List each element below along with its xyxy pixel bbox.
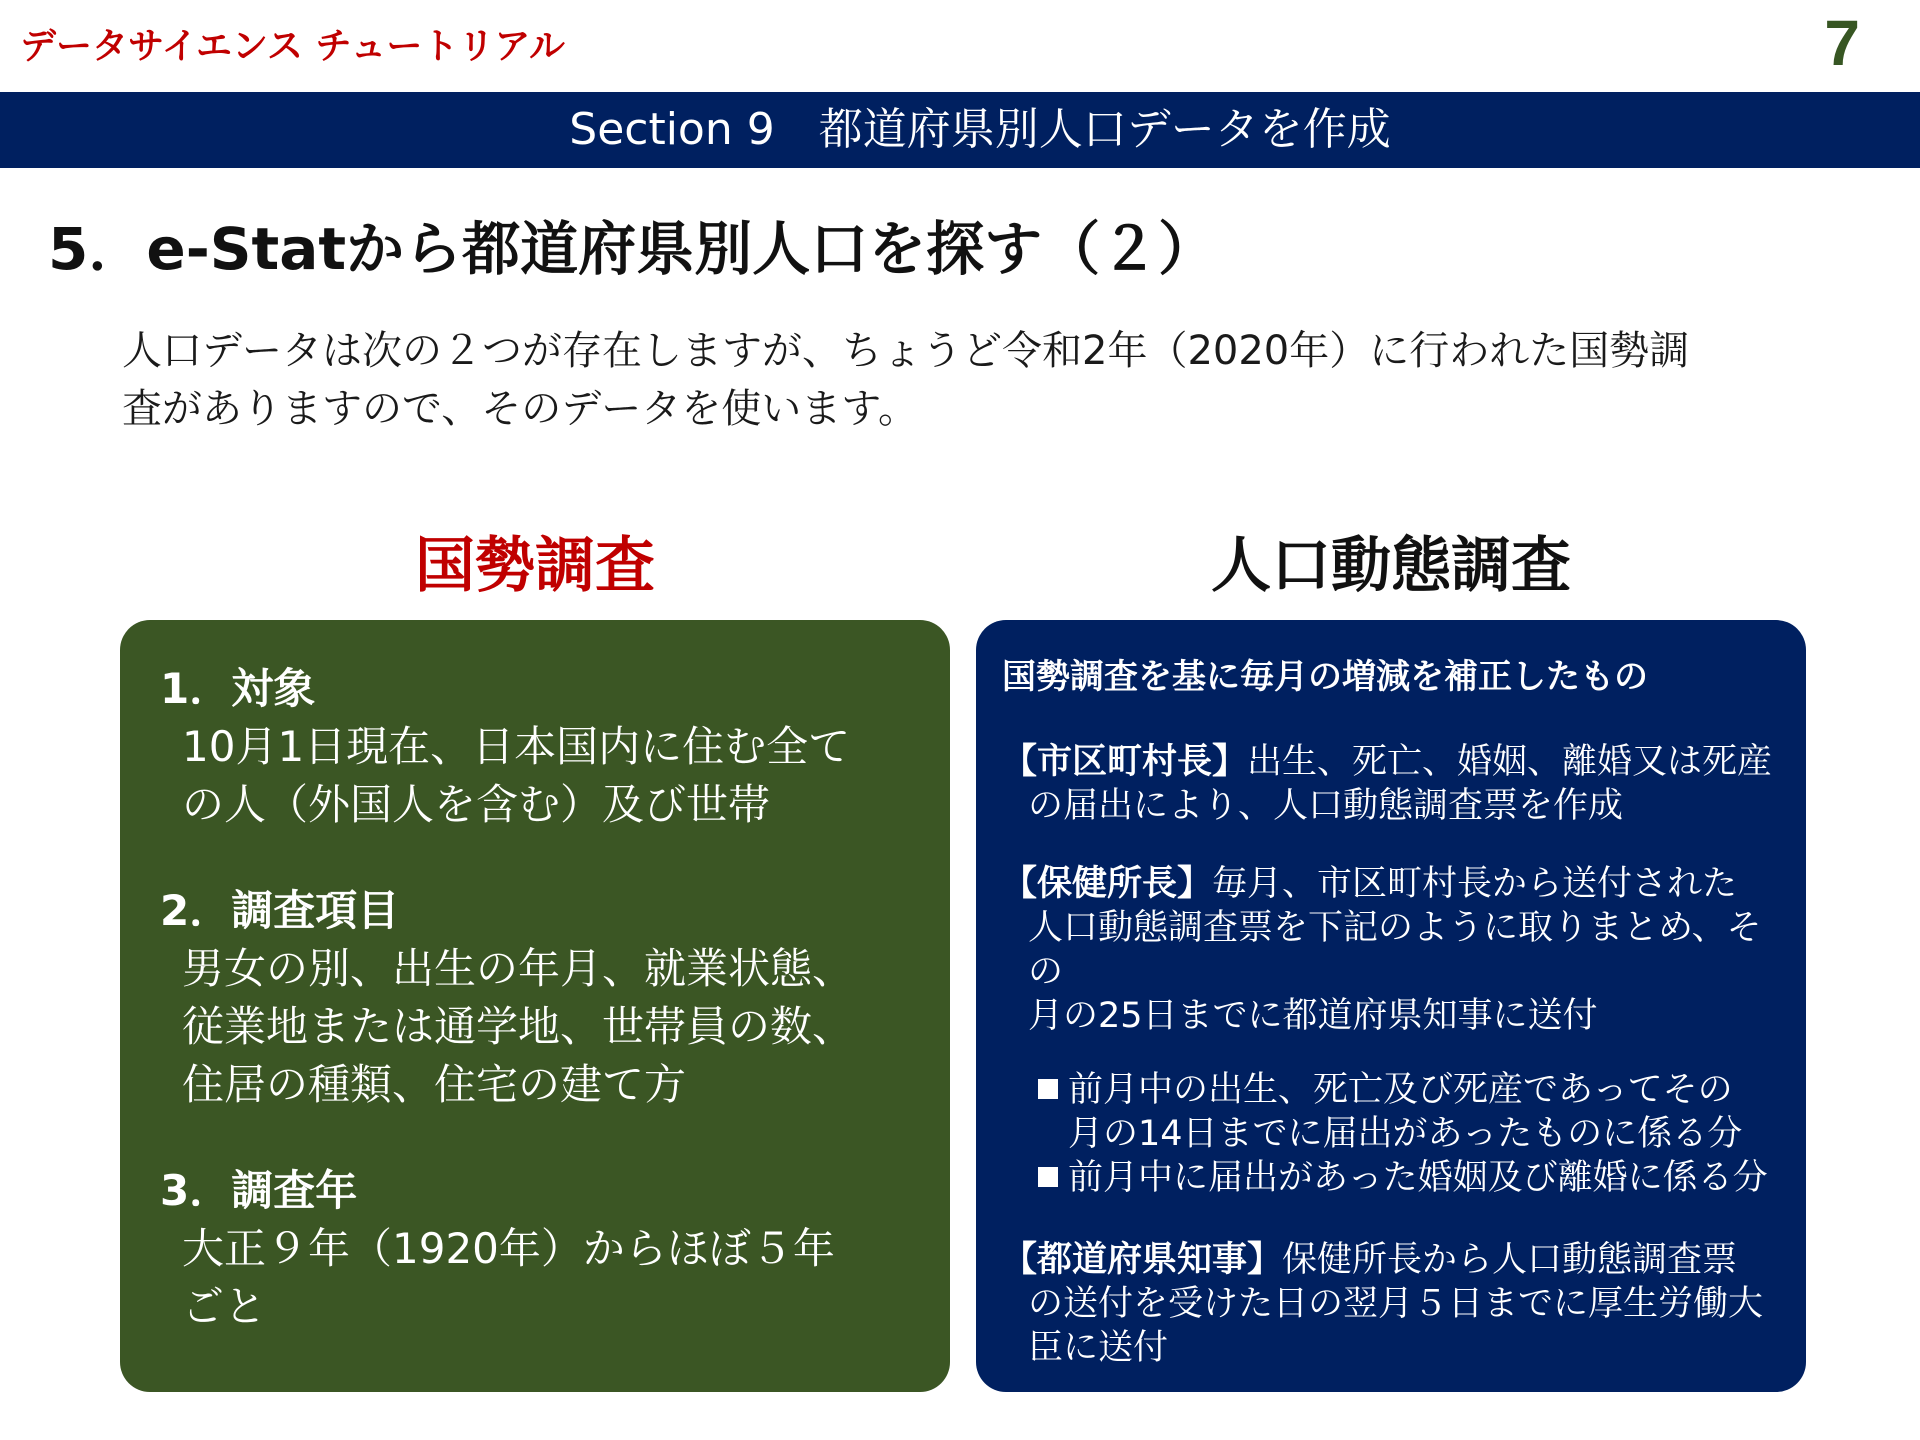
census-item-line: 大正９年（1920年）からほぼ５年 bbox=[182, 1224, 835, 1273]
vital-item-first-line bbox=[1002, 1238, 1776, 1282]
census-item-heading: 3．調査年 bbox=[160, 1166, 358, 1215]
census-panel bbox=[120, 620, 950, 1392]
census-heading: 国勢調査 bbox=[415, 531, 655, 601]
vital-item-label: 【都道府県知事】 bbox=[1002, 1240, 1283, 1280]
vital-item-line: 臣に送付 bbox=[1028, 1328, 1169, 1368]
vital-item-health-center bbox=[1002, 862, 1776, 1038]
intro-line: 人口データは次の２つが存在しますが、ちょうど令和2年（2020年）に行われた国勢調 bbox=[122, 328, 1690, 374]
vital-item-line: の届出により、人口動態調査票を作成 bbox=[1028, 786, 1624, 826]
census-item-line: 住居の種類、住宅の建て方 bbox=[182, 1060, 687, 1109]
square-bullet-icon bbox=[1038, 1167, 1058, 1187]
section-banner: Section 9 都道府県別人口データを作成 bbox=[0, 92, 1920, 168]
intro-text bbox=[122, 322, 1802, 438]
vital-item-first-line bbox=[1002, 862, 1776, 906]
vital-item-text: 保健所長から人口動態調査票 bbox=[1282, 1240, 1738, 1280]
vital-bullet-text: 前月中に届出があった婚姻及び離婚に係る分 bbox=[1068, 1158, 1768, 1198]
intro-line: 査がありますので、そのデータを使います。 bbox=[122, 386, 918, 432]
vital-item-prefectural-governor bbox=[1002, 1238, 1776, 1370]
census-item-heading: 2．調査項目 bbox=[160, 886, 400, 935]
census-item-line: ごと bbox=[182, 1282, 267, 1331]
vital-bullet-list bbox=[1038, 1068, 1776, 1200]
census-item-heading: 1．対象 bbox=[160, 664, 316, 713]
census-item-year bbox=[160, 1162, 914, 1336]
census-item-fields bbox=[160, 882, 914, 1114]
vital-item-line: 人口動態調査票を下記のように取りまとめ、その bbox=[1028, 908, 1762, 992]
brand-title: データサイエンス チュートリアル bbox=[20, 26, 565, 67]
vital-statistics-heading: 人口動態調査 bbox=[1211, 531, 1571, 601]
vital-item-text: 毎月、市区町村長から送付された bbox=[1212, 864, 1738, 904]
vital-item-municipal-mayor bbox=[1002, 740, 1776, 828]
vital-item-line: 月の25日までに都道府県知事に送付 bbox=[1028, 996, 1598, 1036]
vital-item-label: 【市区町村長】 bbox=[1002, 742, 1248, 782]
vital-item-first-line bbox=[1002, 740, 1776, 784]
page-number: 7 bbox=[1824, 7, 1860, 79]
census-item-line: 男女の別、出生の年月、就業状態、 bbox=[182, 944, 855, 993]
slide-title: 5．e-Statから都道府県別人口を探す（２） bbox=[48, 215, 1217, 283]
vital-statistics-panel bbox=[976, 620, 1806, 1392]
census-item-target bbox=[160, 660, 914, 834]
vital-item-line: の送付を受けた日の翌月５日までに厚生労働大 bbox=[1028, 1284, 1764, 1324]
census-item-line: の人（外国人を含む）及び世帯 bbox=[182, 780, 771, 829]
census-item-line: 従業地または通学地、世帯員の数、 bbox=[182, 1002, 855, 1051]
vital-bullet bbox=[1038, 1068, 1776, 1156]
vital-item-text: 出生、死亡、婚姻、離婚又は死産 bbox=[1247, 742, 1773, 782]
vital-bullet bbox=[1038, 1156, 1776, 1200]
vital-item-label: 【保健所長】 bbox=[1002, 864, 1213, 904]
census-item-line: 10月1日現在、日本国内に住む全て bbox=[182, 722, 851, 771]
square-bullet-icon bbox=[1038, 1079, 1058, 1099]
vital-bullet-text: 前月中の出生、死亡及び死産であってその bbox=[1068, 1070, 1733, 1110]
vital-statistics-summary: 国勢調査を基に毎月の増減を補正したもの bbox=[1002, 657, 1648, 697]
vital-bullet-text: 月の14日までに届出があったものに係る分 bbox=[1068, 1114, 1743, 1154]
